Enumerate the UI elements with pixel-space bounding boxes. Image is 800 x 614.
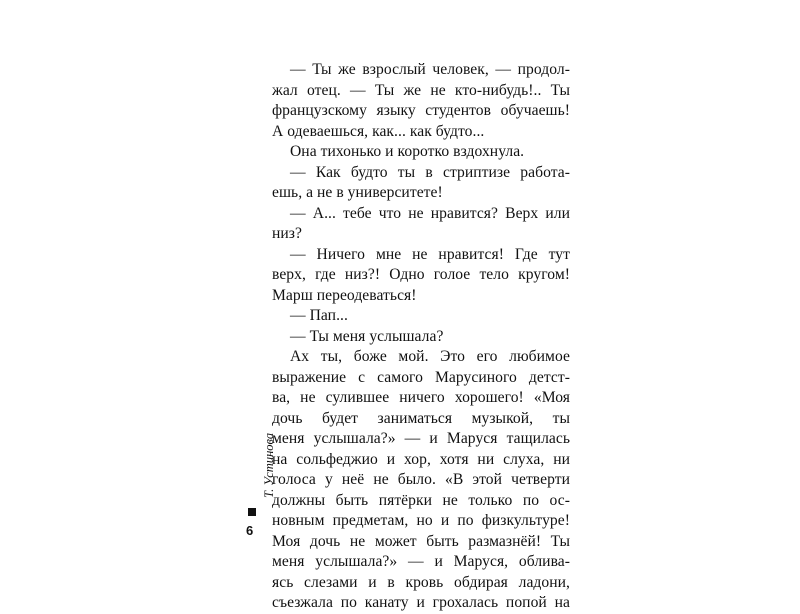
text-line: — Ничего мне не нравится! Где тут	[290, 245, 570, 263]
text-line: голоса у неё не было. «В этой четверти	[272, 471, 570, 488]
text-line: верх, где низ?! Одно голое тело кругом!	[272, 266, 570, 283]
text-line: ешь, а не в университете!	[272, 184, 443, 201]
text-line: — Пап...	[290, 307, 348, 324]
text-line: Ах ты, боже мой. Это его любимое	[290, 348, 570, 365]
text-line: съезжала по канату и грохалась попой на	[272, 594, 570, 611]
text-line: ясь слезами и в кровь обдирая ладони,	[272, 573, 570, 591]
body-text	[272, 60, 570, 614]
page-number: 6	[246, 523, 254, 538]
text-line: Марш переодеваться!	[272, 286, 417, 304]
text-line: на сольфеджио и хор, хотя ни слуха, ни	[272, 450, 570, 468]
text-line: — Ты же взрослый человек, — продол-	[290, 61, 570, 78]
text-line: низ?	[272, 225, 302, 242]
text-line: новным предметам, но и по физкультуре!	[272, 512, 570, 529]
text-line: Моя дочь не может быть размазнёй! Ты	[272, 532, 570, 550]
text-line: ва, не сулившее ничего хорошего! «Моя	[272, 389, 570, 406]
text-line: выражение с самого Марусиного детст-	[272, 368, 570, 386]
text-line: меня услышала?» — и Маруся, облива-	[272, 553, 570, 570]
text-line: жал отец. — Ты же не кто-нибудь!.. Ты	[272, 81, 570, 99]
square-marker-icon	[248, 508, 256, 516]
text-line: — Как будто ты в стриптизе работа-	[290, 163, 570, 181]
running-head-author: Т. Устинова	[262, 432, 276, 498]
text-line: дочь будет заниматься музыкой, ты	[272, 409, 570, 427]
text-line: Она тихонько и коротко вздохнула.	[290, 143, 525, 160]
text-line: — Ты меня услышала?	[290, 327, 444, 345]
text-line: — А... тебе что не нравится? Верх или	[290, 204, 570, 222]
text-line: меня услышала?» — и Маруся тащилась	[272, 430, 570, 447]
text-line: французскому языку студентов обучаешь!	[272, 102, 570, 119]
text-line: должны быть пятёрки не только по ос-	[272, 491, 570, 509]
text-line: А одеваешься, как... как будто...	[272, 122, 485, 140]
